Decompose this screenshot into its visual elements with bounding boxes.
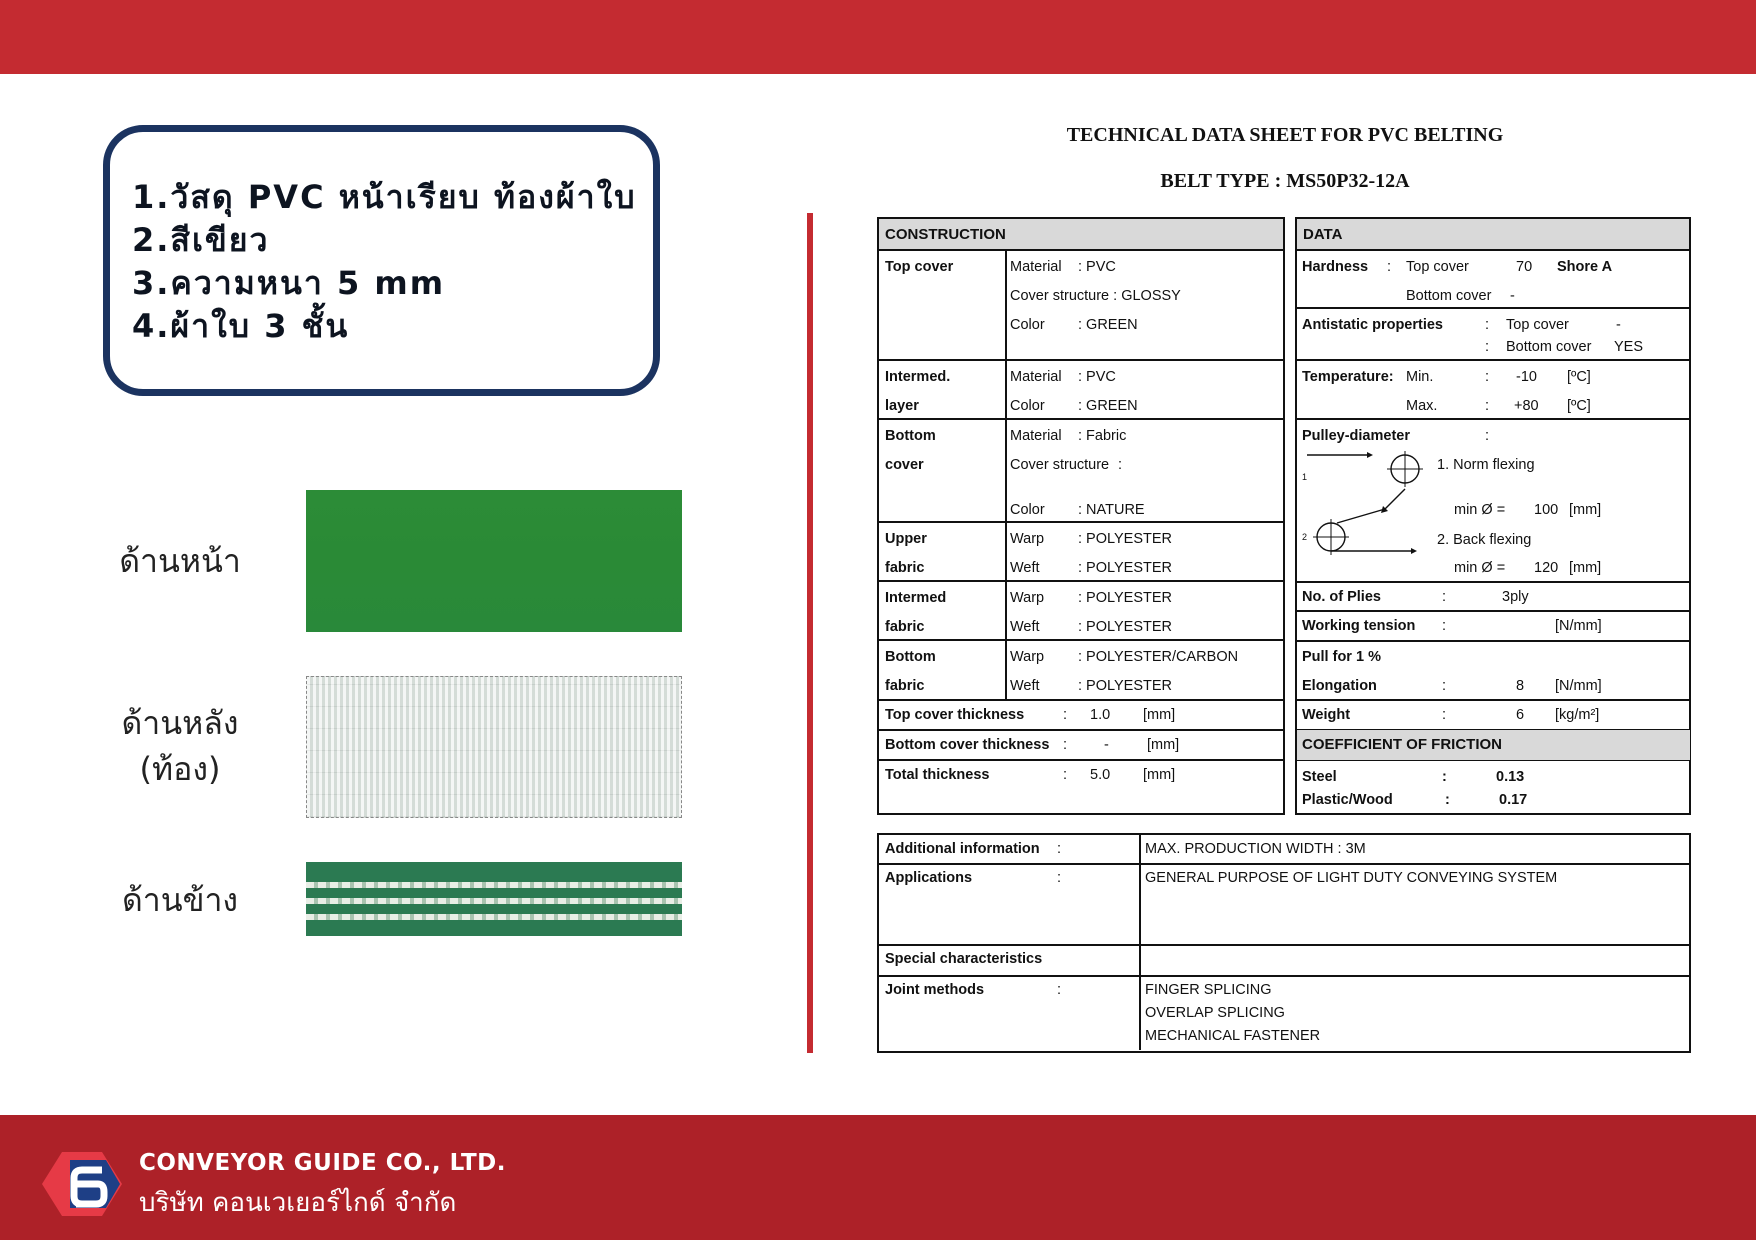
joint-method-item: FINGER SPLICING <box>1145 982 1272 998</box>
row-divider <box>879 418 1284 420</box>
norm-flexing-value: 100 <box>1534 502 1559 518</box>
row-divider <box>1297 699 1690 701</box>
bottom-cover-color-value: : NATURE <box>1078 502 1145 518</box>
upper-fabric-warp-value: : POLYESTER <box>1078 531 1173 547</box>
pulley-figure-1-label: 1 <box>1302 472 1308 482</box>
temperature-min-value: -10 <box>1516 369 1537 385</box>
temperature-max-label: Max. <box>1406 398 1438 414</box>
weight-label: Weight <box>1302 707 1351 723</box>
antistatic-bottom-label: Bottom cover <box>1506 339 1592 355</box>
row-divider <box>879 944 1690 946</box>
intermed-fabric-warp-label: Warp <box>1010 590 1045 606</box>
edge-surface-swatch <box>306 862 682 936</box>
weight-colon: : <box>1442 707 1447 723</box>
data-header: DATA <box>1297 219 1689 251</box>
upper-fabric-label: Upper <box>885 531 927 547</box>
total-thickness-colon: : <box>1063 767 1068 783</box>
antistatic-top-label: Top cover <box>1506 317 1569 333</box>
hardness-bottom-value: - <box>1510 288 1515 304</box>
top-cover-material-label: Material <box>1010 259 1062 275</box>
pulley-diameter-label: Pulley-diameter <box>1302 428 1410 444</box>
hardness-colon: : <box>1387 259 1392 275</box>
row-divider <box>1297 610 1690 612</box>
temperature-min-label: Min. <box>1406 369 1434 385</box>
additional-info-value: MAX. PRODUCTION WIDTH : 3M <box>1145 841 1366 857</box>
bottom-cover-thickness-colon: : <box>1063 737 1068 753</box>
hardness-top-label: Top cover <box>1406 259 1469 275</box>
edge-ply-stripe <box>306 882 682 888</box>
bottom-cover-material-label: Material <box>1010 428 1062 444</box>
friction-plastic-value: 0.17 <box>1499 792 1528 808</box>
antistatic-colon-2: : <box>1485 339 1490 355</box>
bottom-cover-color-label: Color <box>1010 502 1045 518</box>
weight-unit: [kg/m²] <box>1555 707 1600 723</box>
working-tension-label: Working tension <box>1302 618 1416 634</box>
row-divider <box>879 359 1284 361</box>
top-cover-material-value: : PVC <box>1078 259 1116 275</box>
top-cover-color-label: Color <box>1010 317 1045 333</box>
intermed-fabric-weft-label: Weft <box>1010 619 1040 635</box>
temperature-min-colon: : <box>1485 369 1490 385</box>
row-divider <box>1297 640 1690 642</box>
company-logo-icon <box>40 1148 124 1220</box>
row-divider <box>1297 581 1690 583</box>
antistatic-colon: : <box>1485 317 1490 333</box>
temperature-min-unit: [ºC] <box>1567 369 1591 385</box>
top-cover-thickness-value: 1.0 <box>1090 707 1111 723</box>
top-cover-thickness-colon: : <box>1063 707 1068 723</box>
additional-info-colon: : <box>1057 841 1062 857</box>
total-thickness-value: 5.0 <box>1090 767 1111 783</box>
spec-plies: 4.ผ้าใบ 3 ชั้น <box>132 307 350 345</box>
top-cover-structure: Cover structure : GLOSSY <box>1010 288 1181 304</box>
upper-fabric-weft-label: Weft <box>1010 560 1040 576</box>
row-divider <box>1297 359 1690 361</box>
bottom-fabric-weft-label: Weft <box>1010 678 1040 694</box>
row-divider <box>1297 418 1690 420</box>
row-divider <box>879 699 1284 701</box>
bottom-cover-thickness-unit: [mm] <box>1147 737 1180 753</box>
friction-steel-colon: : <box>1442 769 1447 785</box>
intermed-material-label: Material <box>1010 369 1062 385</box>
elongation-label: Elongation <box>1302 678 1377 694</box>
joint-method-item: MECHANICAL FASTENER <box>1145 1028 1321 1044</box>
additional-info-table <box>877 833 1691 1053</box>
norm-flexing-unit: [mm] <box>1569 502 1602 518</box>
elongation-value: 8 <box>1516 678 1525 694</box>
company-name-en: CONVEYOR GUIDE CO., LTD. <box>139 1150 506 1176</box>
back-flexing-value: 120 <box>1534 560 1559 576</box>
top-cover-thickness-label: Top cover thickness <box>885 707 1025 723</box>
elongation-colon: : <box>1442 678 1447 694</box>
total-thickness-unit: [mm] <box>1143 767 1176 783</box>
friction-steel-label: Steel <box>1302 769 1337 785</box>
norm-flexing-label: 1. Norm flexing <box>1437 457 1535 473</box>
applications-value: GENERAL PURPOSE OF LIGHT DUTY CONVEYING SYSTEM <box>1145 870 1558 886</box>
spec-thickness: 3.ความหนา 5 mm <box>132 264 446 302</box>
bottom-cover-thickness-value: - <box>1104 737 1109 753</box>
norm-flexing-min-label: min Ø = <box>1454 502 1506 518</box>
intermed-fabric-label-2: fabric <box>885 619 925 635</box>
vertical-divider <box>807 213 813 1053</box>
back-side-label <box>100 700 260 792</box>
row-divider <box>879 863 1690 865</box>
intermed-fabric-label: Intermed <box>885 590 947 606</box>
pull-label: Pull for 1 % <box>1302 649 1381 665</box>
spec-color: 2.สีเขียว <box>132 221 270 259</box>
antistatic-bottom-value: YES <box>1614 339 1644 355</box>
intermed-material-value: : PVC <box>1078 369 1116 385</box>
back-side-label-line2: (ท้อง) <box>139 750 221 788</box>
row-divider <box>879 729 1284 731</box>
spec-summary-box <box>103 125 660 396</box>
row-divider <box>879 759 1284 761</box>
intermed-color-label: Color <box>1010 398 1045 414</box>
data-table <box>1295 217 1691 815</box>
hardness-top-value: 70 <box>1516 259 1533 275</box>
column-divider <box>1005 251 1007 699</box>
hardness-label: Hardness <box>1302 259 1369 275</box>
temperature-max-value: +80 <box>1514 398 1539 414</box>
joint-method-item: OVERLAP SPLICING <box>1145 1005 1285 1021</box>
intermed-layer-label-2: layer <box>885 398 919 414</box>
front-side-label: ด้านหน้า <box>119 542 241 580</box>
intermed-fabric-weft-value: : POLYESTER <box>1078 619 1173 635</box>
back-flexing-min-label: min Ø = <box>1454 560 1506 576</box>
friction-plastic-label: Plastic/Wood <box>1302 792 1393 808</box>
working-tension-colon: : <box>1442 618 1447 634</box>
edge-ply-stripe <box>306 914 682 920</box>
top-cover-label: Top cover <box>885 259 954 275</box>
top-cover-thickness-unit: [mm] <box>1143 707 1176 723</box>
friction-header: COEFFICIENT OF FRICTION <box>1297 729 1690 761</box>
intermed-layer-label: Intermed. <box>885 369 951 385</box>
temperature-label: Temperature: <box>1302 369 1394 385</box>
bottom-cover-thickness-label: Bottom cover thickness <box>885 737 1050 753</box>
belt-type-line <box>900 170 1670 193</box>
friction-plastic-colon: : <box>1445 792 1450 808</box>
weight-value: 6 <box>1516 707 1525 723</box>
elongation-unit: [N/mm] <box>1555 678 1602 694</box>
row-divider <box>879 580 1284 582</box>
total-thickness-label: Total thickness <box>885 767 990 783</box>
temperature-max-unit: [ºC] <box>1567 398 1591 414</box>
front-surface-swatch <box>306 490 682 632</box>
applications-label: Applications <box>885 870 973 886</box>
bottom-fabric-weft-value: : POLYESTER <box>1078 678 1173 694</box>
bottom-fabric-label: Bottom <box>885 649 936 665</box>
construction-table <box>877 217 1285 815</box>
datasheet-title: TECHNICAL DATA SHEET FOR PVC BELTING <box>1066 124 1504 146</box>
upper-fabric-label-2: fabric <box>885 560 925 576</box>
antistatic-top-value: - <box>1616 317 1621 333</box>
row-divider <box>879 975 1690 977</box>
bottom-fabric-label-2: fabric <box>885 678 925 694</box>
applications-colon: : <box>1057 870 1062 886</box>
bottom-cover-label: Bottom <box>885 428 936 444</box>
belt-type-label: BELT TYPE : <box>1160 170 1282 192</box>
bottom-fabric-warp-label: Warp <box>1010 649 1045 665</box>
spec-material: 1.วัสดุ PVC หน้าเรียบ ท้องผ้าใบ <box>132 178 637 216</box>
back-surface-swatch <box>306 676 682 818</box>
intermed-color-value: : GREEN <box>1078 398 1138 414</box>
additional-info-label: Additional information <box>885 841 1040 857</box>
bottom-cover-structure-label: Cover structure <box>1010 457 1110 473</box>
pulley-flexing-diagram <box>1301 445 1429 565</box>
joint-methods-colon: : <box>1057 982 1062 998</box>
bottom-fabric-warp-value: : POLYESTER/CARBON <box>1078 649 1239 665</box>
company-name-th: บริษัท คอนเวเยอร์ไกด์ จำกัด <box>139 1188 457 1218</box>
temperature-max-colon: : <box>1485 398 1490 414</box>
pulley-diameter-colon: : <box>1485 428 1490 444</box>
intermed-fabric-warp-value: : POLYESTER <box>1078 590 1173 606</box>
upper-fabric-warp-label: Warp <box>1010 531 1045 547</box>
hardness-bottom-label: Bottom cover <box>1406 288 1492 304</box>
edge-ply-stripe <box>306 898 682 904</box>
hardness-unit: Shore A <box>1557 259 1613 275</box>
bottom-cover-label-2: cover <box>885 457 924 473</box>
plies-label: No. of Plies <box>1302 589 1381 605</box>
bottom-cover-structure-value: : <box>1118 457 1123 473</box>
back-flexing-label: 2. Back flexing <box>1437 532 1532 548</box>
working-tension-unit: [N/mm] <box>1555 618 1602 634</box>
bottom-cover-material-value: : Fabric <box>1078 428 1127 444</box>
joint-methods-label: Joint methods <box>885 982 985 998</box>
plies-colon: : <box>1442 589 1447 605</box>
pulley-figure-2-label: 2 <box>1302 532 1308 542</box>
special-characteristics-label: Special characteristics <box>885 951 1043 967</box>
antistatic-label: Antistatic properties <box>1302 317 1443 333</box>
friction-steel-value: 0.13 <box>1496 769 1525 785</box>
edge-side-label: ด้านข้าง <box>121 881 239 919</box>
row-divider <box>879 639 1284 641</box>
back-flexing-unit: [mm] <box>1569 560 1602 576</box>
back-side-label-line1: ด้านหลัง <box>121 704 239 742</box>
upper-fabric-weft-value: : POLYESTER <box>1078 560 1173 576</box>
top-band <box>0 0 1756 74</box>
top-cover-color-value: : GREEN <box>1078 317 1138 333</box>
row-divider <box>879 521 1284 523</box>
row-divider <box>1297 307 1690 309</box>
construction-header: CONSTRUCTION <box>879 219 1283 251</box>
column-divider <box>1139 835 1141 1050</box>
belt-type-value: MS50P32-12A <box>1286 170 1410 192</box>
plies-value: 3ply <box>1502 589 1529 605</box>
